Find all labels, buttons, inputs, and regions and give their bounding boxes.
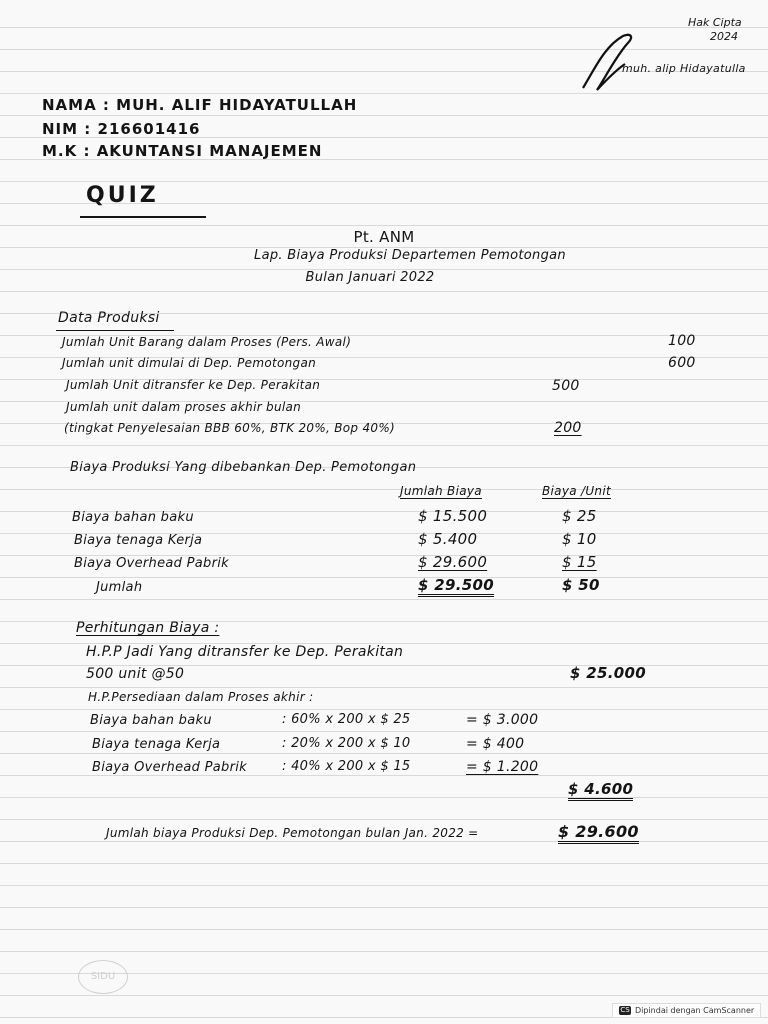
data-row-right: 100 (668, 333, 696, 349)
data-produksi-heading: Data Produksi (58, 310, 160, 326)
biaya-row-total: $ 15.500 (418, 507, 488, 525)
biaya-heading: Biaya Produksi Yang dibebankan Dep. Pemotongan (70, 460, 417, 475)
calc-row-label: Biaya bahan baku (90, 713, 212, 728)
biaya-row-label: Biaya bahan baku (72, 510, 194, 525)
calc-row-label: Biaya tenaga Kerja (92, 737, 221, 752)
calc-row-label: Biaya Overhead Pabrik (92, 760, 247, 775)
data-produksi-underline (56, 330, 174, 331)
biaya-row-unit: $ 10 (562, 530, 597, 548)
final-value: $ 29.600 (558, 822, 639, 844)
calc-row-value: = $ 400 (466, 736, 525, 752)
student-nim: NIM : 216601416 (42, 120, 201, 138)
calc-row-formula: : 40% x 200 x $ 15 (282, 759, 411, 774)
camscanner-text: Dipindai dengan CamScanner (635, 1006, 755, 1015)
biaya-jumlah-unit: $ 50 (562, 576, 600, 594)
signature-name: muh. alip Hidayatulla (622, 62, 746, 75)
biaya-row-unit: $ 15 (562, 553, 597, 571)
hpp-value: $ 25.000 (570, 664, 646, 682)
calc-row-formula: : 20% x 200 x $ 10 (282, 736, 411, 751)
data-row-label: Jumlah Unit ditransfer ke Dep. Perakitan (66, 378, 321, 392)
biaya-row-label: Biaya tenaga Kerja (74, 533, 203, 548)
copyright-label: Hak Cipta (688, 16, 742, 29)
hpp-line1: H.P.P Jadi Yang ditransfer ke Dep. Perakitan (86, 644, 404, 660)
copyright-note (688, 16, 768, 44)
biaya-jumlah-total: $ 29.500 (418, 576, 494, 597)
perhitungan-heading: Perhitungan Biaya : (76, 620, 220, 636)
data-row-mid: 500 (552, 378, 580, 394)
data-row-label: (tingkat Penyelesaian BBB 60%, BTK 20%, Bop 40%) (64, 421, 396, 435)
student-name: NAMA : MUH. ALIF HIDAYATULLAH (42, 96, 358, 114)
calc-row-formula: : 60% x 200 x $ 25 (282, 712, 411, 727)
data-row-label: Jumlah unit dalam proses akhir bulan (66, 400, 302, 414)
persediaan-total: $ 4.600 (568, 780, 633, 801)
col-jumlah-biaya: Jumlah Biaya (400, 484, 482, 498)
hpp-line2: 500 unit @50 (86, 666, 185, 682)
report-period: Bulan Januari 2022 (305, 270, 435, 285)
biaya-row-unit: $ 25 (562, 507, 597, 525)
camscanner-badge (612, 1003, 761, 1018)
copyright-year: 2024 (710, 30, 738, 43)
data-row-label: Jumlah unit dimulai di Dep. Pemotongan (62, 356, 317, 370)
biaya-row-label: Biaya Overhead Pabrik (74, 556, 229, 571)
course-name: M.K : AKUNTANSI MANAJEMEN (42, 142, 323, 160)
data-row-mid: 200 (554, 420, 582, 436)
biaya-row-total: $ 29.600 (418, 553, 488, 571)
quiz-title: QUIZ (86, 183, 159, 208)
biaya-jumlah-label: Jumlah (96, 580, 143, 595)
biaya-row-total: $ 5.400 (418, 530, 478, 548)
final-label: Jumlah biaya Produksi Dep. Pemotongan bulan Jan. 2022 = (106, 826, 479, 840)
calc-row-value: = $ 1.200 (466, 759, 539, 775)
paper-brand-stamp: SIDU (78, 960, 128, 994)
calc-row-value: = $ 3.000 (466, 712, 539, 728)
data-row-right: 600 (668, 355, 696, 371)
quiz-underline (80, 216, 206, 218)
col-biaya-unit: Biaya /Unit (542, 484, 611, 498)
camscanner-icon: CS (620, 1006, 630, 1014)
company-name: Pt. ANM (353, 228, 415, 246)
data-row-label: Jumlah Unit Barang dalam Proses (Pers. Awal) (62, 335, 352, 349)
persediaan-heading: H.P.Persediaan dalam Proses akhir : (88, 690, 314, 704)
report-title: Lap. Biaya Produksi Departemen Pemotongan (254, 248, 566, 263)
